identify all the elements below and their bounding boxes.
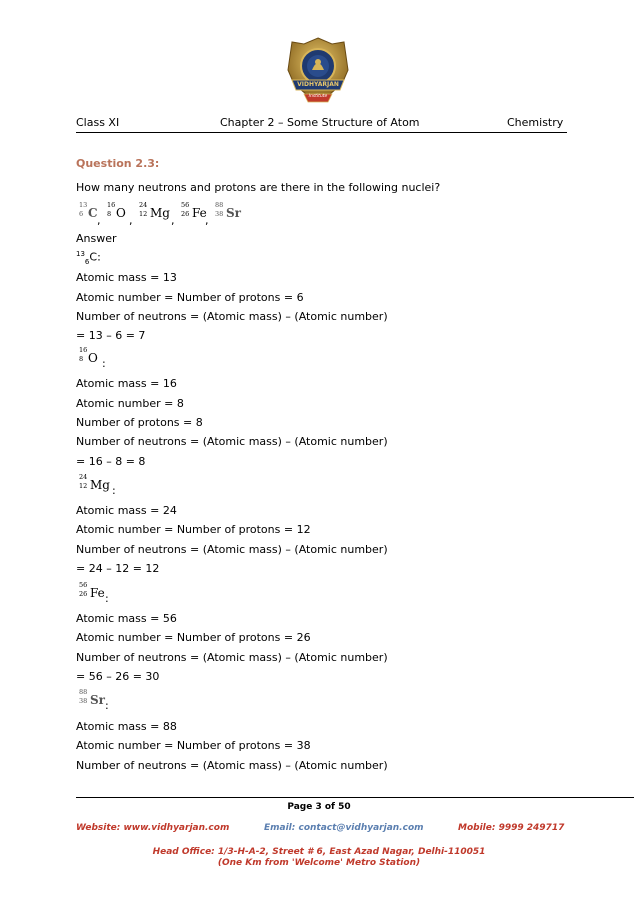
nuclide-mass: 16: [79, 346, 88, 354]
iron-heading: [76, 582, 136, 604]
nuclide-symbol: Sr: [226, 206, 241, 220]
nuclide-mass: 88: [79, 688, 88, 696]
answer-line: Atomic number = 8: [76, 397, 184, 410]
answer-line: Number of neutrons = (Atomic mass) – (Atomic number): [76, 543, 388, 556]
strontium-heading: [76, 689, 136, 711]
answer-line: = 56 – 26 = 30: [76, 670, 160, 683]
answer-line: Number of neutrons = (Atomic mass) – (Atomic number): [76, 310, 388, 323]
nuclide-mass: 88: [215, 201, 224, 209]
answer-line: Atomic mass = 24: [76, 504, 177, 517]
page-number: Page 3 of 50: [287, 802, 351, 812]
nuclide-number: 26: [181, 210, 190, 218]
oxygen-heading: [76, 347, 136, 369]
answer-line: Atomic mass = 16: [76, 377, 177, 390]
header-class: Class XI: [76, 116, 120, 129]
answer-line: Number of neutrons = (Atomic mass) – (Atomic number): [76, 651, 388, 664]
footer-landmark: (One Km from 'Welcome' Metro Station): [217, 858, 421, 868]
footer-email[interactable]: Email: contact@vidhyarjan.com: [264, 823, 424, 833]
nuclide-mass: 24: [79, 473, 88, 481]
header-subject: Chemistry: [507, 116, 564, 129]
answer-line: = 13 – 6 = 7: [76, 329, 146, 342]
nuclide-symbol: Mg: [150, 206, 170, 220]
nuclide-mass: 13: [79, 201, 88, 209]
question-title: Question 2.3:: [76, 157, 160, 170]
answer-line: Number of protons = 8: [76, 416, 203, 429]
separator: ,: [129, 214, 133, 227]
logo-subtext: Institute: [308, 94, 328, 99]
nuclide-mass: 24: [139, 201, 148, 209]
nuclide-number: 12: [79, 482, 88, 490]
header-divider: [76, 132, 567, 133]
nuclide-symbol: O: [116, 206, 126, 220]
nuclide-mass: 56: [79, 581, 88, 589]
footer-head-office: Head Office: 1/3-H-A-2, Street # 6, East Azad Nagar, Delhi-110051: [152, 847, 486, 857]
nuclide-symbol: Fe: [192, 206, 207, 220]
footer-mobile: Mobile: 9999 249717: [458, 823, 565, 833]
footer-website[interactable]: Website: www.vidhyarjan.com: [76, 823, 230, 833]
answer-line: Atomic mass = 88: [76, 720, 177, 733]
header-chapter: Chapter 2 – Some Structure of Atom: [220, 116, 420, 129]
magnesium-heading: [76, 474, 136, 496]
colon: :: [105, 699, 109, 712]
nuclide-number: 38: [79, 697, 88, 705]
answer-line: Atomic number = Number of protons = 38: [76, 739, 311, 752]
answer-label: Answer: [76, 232, 117, 245]
logo-text: VIDHYARJAN: [297, 81, 339, 88]
carbon-number-sub: 6: [84, 257, 90, 266]
answer-line: Atomic number = Number of protons = 6: [76, 291, 304, 304]
vidhyarjan-logo: [286, 36, 350, 110]
nuclide-symbol: Mg: [90, 478, 110, 492]
answer-line: = 16 – 8 = 8: [76, 455, 146, 468]
separator: ,: [97, 214, 101, 227]
answer-line: Number of neutrons = (Atomic mass) – (Atomic number): [76, 435, 388, 448]
footer-divider: [76, 797, 634, 798]
answer-line: Atomic mass = 13: [76, 271, 177, 284]
nuclide-number: 26: [79, 590, 88, 598]
colon: :: [112, 484, 116, 497]
nuclide-mass: 16: [107, 201, 116, 209]
nuclide-mass: 56: [181, 201, 190, 209]
nuclide-number: 8: [79, 355, 84, 363]
nuclei-list: [76, 202, 276, 228]
nuclide-number: 38: [215, 210, 224, 218]
colon: :: [102, 357, 106, 370]
separator: ,: [171, 214, 175, 227]
nuclide-symbol: C: [88, 206, 98, 220]
nuclide-symbol: Sr: [90, 693, 105, 707]
answer-line: Number of neutrons = (Atomic mass) – (Atomic number): [76, 759, 388, 772]
colon: :: [105, 592, 109, 605]
nuclide-number: 8: [107, 210, 112, 218]
question-text: How many neutrons and protons are there in the following nuclei?: [76, 181, 441, 194]
answer-line: Atomic number = Number of protons = 26: [76, 631, 311, 644]
carbon-mass-sup: 13: [76, 250, 85, 258]
nuclide-symbol: O: [88, 351, 98, 365]
carbon-heading: [76, 250, 101, 266]
separator: ,: [205, 214, 209, 227]
nuclide-number: 12: [139, 210, 148, 218]
carbon-symbol: C:: [89, 250, 101, 264]
nuclide-symbol: Fe: [90, 586, 105, 600]
answer-line: = 24 – 12 = 12: [76, 562, 160, 575]
answer-line: Atomic mass = 56: [76, 612, 177, 625]
nuclide-number: 6: [79, 210, 84, 218]
answer-line: Atomic number = Number of protons = 12: [76, 523, 311, 536]
